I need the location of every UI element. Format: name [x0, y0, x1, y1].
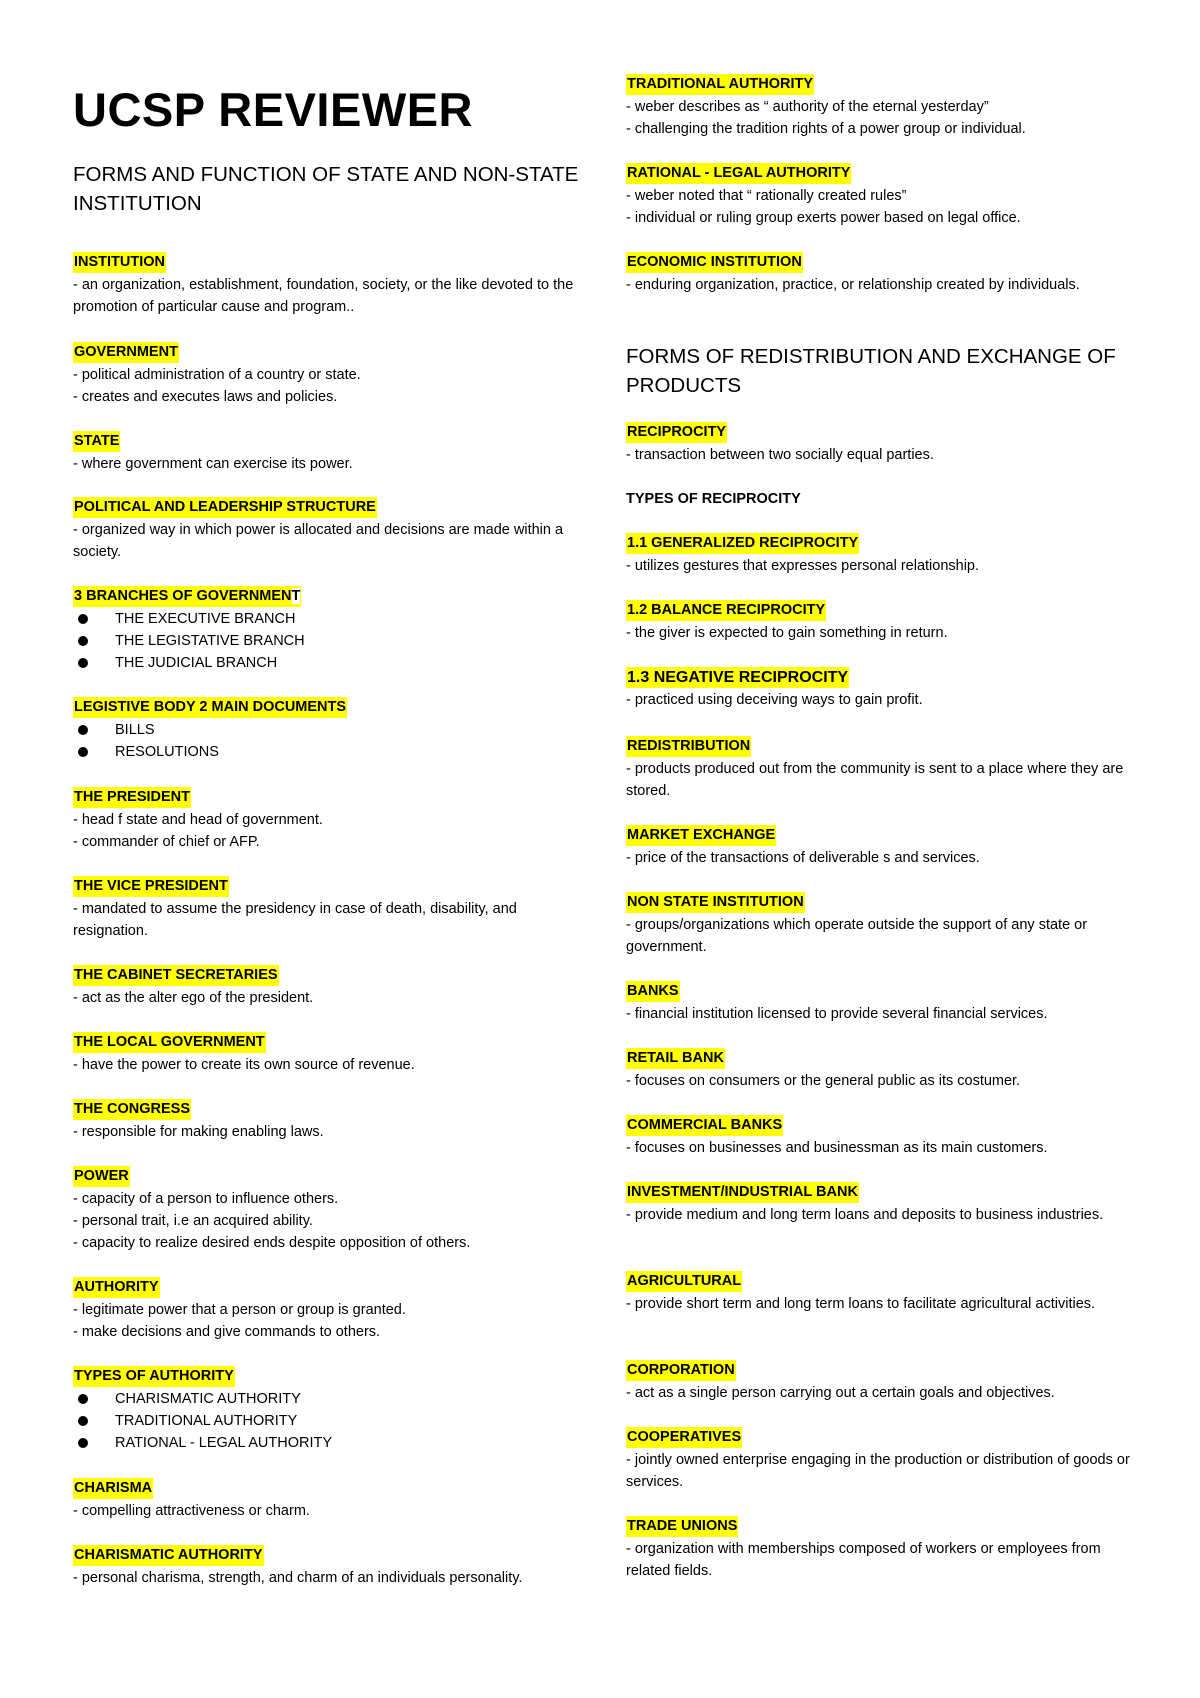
entry-heading: 1.3 NEGATIVE RECIPROCITY — [627, 669, 849, 686]
entry-line: - financial institution licensed to provide several financial services. — [626, 1006, 1048, 1022]
entry-authority — [73, 1277, 588, 1343]
entry-line: - capacity to realize desired ends despite opposition of others. — [73, 1235, 471, 1251]
entry-line: - individual or ruling group exerts power based on legal office. — [626, 210, 1021, 226]
entry-heading: 1.2 BALANCE RECIPROCITY — [626, 600, 826, 621]
list-item: THE LEGISTATIVE BRANCH — [73, 630, 588, 652]
entry-heading: CORPORATION — [626, 1360, 736, 1381]
entry-heading: THE CONGRESS — [73, 1099, 191, 1120]
entry-line: - focuses on consumers or the general public as its costumer. — [626, 1073, 1021, 1089]
entry-line: - act as the alter ego of the president. — [73, 990, 314, 1006]
entry-line: - the giver is expected to gain something in return. — [626, 625, 948, 641]
entry-line: - practiced using deceiving ways to gain profit. — [626, 692, 923, 708]
entry-line: - head f state and head of government. — [73, 812, 323, 828]
entry-line: - weber describes as “ authority of the eternal yesterday” — [626, 99, 989, 115]
entry-line: - challenging the tradition rights of a power group or individual. — [626, 121, 1026, 137]
entry-line: - price of the transactions of deliverable s and services. — [626, 850, 980, 866]
entry-line: - focuses on businesses and businessman as its main customers. — [626, 1140, 1048, 1156]
branches-list — [73, 608, 588, 674]
entry-line: - products produced out from the community is sent to a place where they are stored. — [626, 761, 1124, 799]
entry-line: - make decisions and give commands to others. — [73, 1324, 381, 1340]
document-title: UCSP REVIEWER — [73, 83, 473, 136]
entry-line: - have the power to create its own source of revenue. — [73, 1057, 415, 1073]
entry-line: - creates and executes laws and policies. — [73, 389, 338, 405]
list-item: TRADITIONAL AUTHORITY — [73, 1410, 588, 1432]
entry-traditional-authority — [626, 74, 1141, 140]
entry-commercial-banks — [626, 1115, 1141, 1159]
entry-heading: THE PRESIDENT — [73, 787, 191, 808]
entry-cooperatives — [626, 1427, 1141, 1493]
entry-heading: MARKET EXCHANGE — [626, 825, 776, 846]
entry-agricultural — [626, 1271, 1141, 1315]
list-item: CHARISMATIC AUTHORITY — [73, 1388, 588, 1410]
entry-line: - where government can exercise its power. — [73, 456, 353, 472]
list-item: RESOLUTIONS — [73, 741, 588, 763]
entry-reciprocity — [626, 422, 1141, 466]
entry-line: - transaction between two socially equal parties. — [626, 447, 934, 463]
entry-president — [73, 787, 588, 853]
entry-heading: CHARISMATIC AUTHORITY — [73, 1545, 264, 1566]
entry-heading: RETAIL BANK — [626, 1048, 725, 1069]
entry-heading: AGRICULTURAL — [626, 1271, 742, 1292]
entry-heading: GOVERNMENT — [73, 342, 179, 363]
entry-congress — [73, 1099, 588, 1143]
entry-branches — [73, 586, 588, 674]
entry-line: - organized way in which power is allocated and decisions are made within a society. — [73, 522, 564, 560]
entry-retail-bank — [626, 1048, 1141, 1092]
documents-list — [73, 719, 588, 763]
entry-local-government — [73, 1032, 588, 1076]
entry-heading: LEGISTIVE BODY 2 MAIN DOCUMENTS — [73, 697, 347, 718]
entry-line: - responsible for making enabling laws. — [73, 1124, 324, 1140]
list-item: RATIONAL - LEGAL AUTHORITY — [73, 1432, 588, 1454]
entry-government — [73, 342, 588, 408]
entry-political-structure — [73, 497, 588, 563]
entry-heading: THE LOCAL GOVERNMENT — [73, 1032, 266, 1053]
entry-line: - act as a single person carrying out a certain goals and objectives. — [626, 1385, 1055, 1401]
entry-heading: INSTITUTION — [73, 252, 166, 273]
entry-heading: THE VICE PRESIDENT — [73, 876, 229, 897]
entry-line: - legitimate power that a person or group is granted. — [73, 1302, 406, 1318]
entry-rational-legal-authority — [626, 163, 1141, 229]
entry-heading: ECONOMIC INSTITUTION — [626, 252, 803, 273]
entry-line: - mandated to assume the presidency in case of death, disability, and resignation. — [73, 901, 517, 939]
entry-heading: TYPES OF RECIPROCITY — [626, 491, 801, 507]
entry-heading: AUTHORITY — [73, 1277, 160, 1298]
entry-heading: TRADE UNIONS — [626, 1516, 738, 1537]
list-item: THE EXECUTIVE BRANCH — [73, 608, 588, 630]
entry-line: - political administration of a country or state. — [73, 367, 361, 383]
entry-line: - an organization, establishment, foundation, society, or the like devoted to the promotion of particular cause and program.. — [73, 277, 574, 315]
entry-state — [73, 431, 588, 475]
entry-types-of-reciprocity — [626, 489, 1141, 511]
entry-power — [73, 1166, 588, 1254]
entry-charismatic-authority — [73, 1545, 588, 1589]
entry-generalized-reciprocity — [626, 533, 1141, 577]
entry-trade-unions — [626, 1516, 1141, 1582]
entry-line: - groups/organizations which operate outside the support of any state or government. — [626, 917, 1088, 955]
entry-heading: POLITICAL AND LEADERSHIP STRUCTURE — [73, 497, 377, 518]
entry-corporation — [626, 1360, 1141, 1404]
entry-line: - weber noted that “ rationally created rules” — [626, 188, 907, 204]
entry-heading: COMMERCIAL BANKS — [626, 1115, 783, 1136]
entry-heading: RATIONAL - LEGAL AUTHORITY — [626, 163, 851, 184]
entry-line: - provide medium and long term loans and deposits to business industries. — [626, 1207, 1104, 1223]
entry-line: - enduring organization, practice, or relationship created by individuals. — [626, 277, 1080, 293]
entry-line: - organization with memberships composed of workers or employees from related fields. — [626, 1541, 1101, 1579]
entry-line: - utilizes gestures that expresses personal relationship. — [626, 558, 980, 574]
entry-types-of-authority — [73, 1366, 588, 1454]
entry-non-state-institution — [626, 892, 1141, 958]
entry-heading: CHARISMA — [73, 1478, 153, 1499]
entry-heading: POWER — [73, 1166, 130, 1187]
entry-heading: THE CABINET SECRETARIES — [73, 965, 279, 986]
entry-heading-text: 3 BRANCHES OF GOVERNMEN — [74, 588, 292, 604]
entry-heading: COOPERATIVES — [626, 1427, 742, 1448]
entry-heading: BANKS — [626, 981, 680, 1002]
entry-line: - personal trait, i.e an acquired ability. — [73, 1213, 313, 1229]
entry-economic-institution — [626, 252, 1141, 296]
entry-balance-reciprocity — [626, 600, 1141, 644]
entry-line: - commander of chief or AFP. — [73, 834, 260, 850]
entry-investment-bank — [626, 1182, 1141, 1226]
authority-types-list — [73, 1388, 588, 1454]
entry-heading: REDISTRIBUTION — [626, 736, 751, 757]
entry-heading: 1.1 GENERALIZED RECIPROCITY — [626, 533, 859, 554]
section-title-redistribution: FORMS OF REDISTRIBUTION AND EXCHANGE OF PRODUCTS — [626, 345, 1116, 397]
entry-line: - provide short term and long term loans to facilitate agricultural activities. — [626, 1296, 1096, 1312]
entry-heading-tail: T — [291, 588, 301, 604]
entry-heading — [73, 586, 301, 607]
entry-negative-reciprocity — [626, 667, 1141, 711]
entry-vice-president — [73, 876, 588, 942]
entry-banks — [626, 981, 1141, 1025]
entry-heading: INVESTMENT/INDUSTRIAL BANK — [626, 1182, 859, 1203]
list-item: THE JUDICIAL BRANCH — [73, 652, 588, 674]
entry-heading: TYPES OF AUTHORITY — [73, 1366, 235, 1387]
section-title-state-institution: FORMS AND FUNCTION OF STATE AND NON-STATE INSTITUTION — [73, 163, 579, 215]
entry-cabinet-secretaries — [73, 965, 588, 1009]
entry-heading: TRADITIONAL AUTHORITY — [626, 74, 814, 95]
entry-legistive-body — [73, 697, 588, 763]
entry-heading: RECIPROCITY — [626, 422, 727, 443]
entry-charisma — [73, 1478, 588, 1522]
entry-institution — [73, 252, 588, 318]
entry-market-exchange — [626, 825, 1141, 869]
entry-heading: NON STATE INSTITUTION — [626, 892, 805, 913]
entry-line: - personal charisma, strength, and charm of an individuals personality. — [73, 1570, 523, 1586]
list-item: BILLS — [73, 719, 588, 741]
entry-line: - capacity of a person to influence others. — [73, 1191, 339, 1207]
entry-heading: STATE — [73, 431, 120, 452]
entry-line: - jointly owned enterprise engaging in the production or distribution of goods or services. — [626, 1452, 1130, 1490]
entry-line: - compelling attractiveness or charm. — [73, 1503, 310, 1519]
entry-redistribution — [626, 736, 1141, 802]
